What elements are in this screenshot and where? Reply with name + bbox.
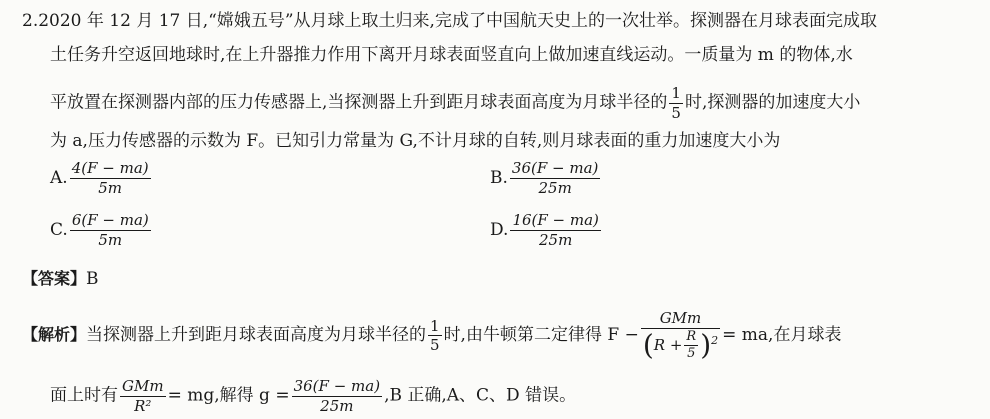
result-num: 36(F − ma) bbox=[293, 377, 381, 395]
option-a-fraction bbox=[70, 160, 151, 196]
height-fraction-num: 1 bbox=[671, 84, 681, 102]
question-line-3 bbox=[50, 85, 860, 121]
analysis-height-fraction bbox=[428, 318, 442, 354]
surface-gravity-fraction bbox=[120, 378, 166, 414]
analysis-eq-rhs: = ma,在月球表 bbox=[722, 325, 842, 346]
option-d-num: 16(F − ma) bbox=[512, 211, 599, 229]
gravity-fraction bbox=[641, 310, 720, 361]
option-b-label: B. bbox=[490, 168, 508, 188]
r-frac-num: R bbox=[684, 330, 698, 346]
r-plus-text: R + bbox=[653, 335, 683, 354]
analysis-tag: 【解析】 bbox=[22, 325, 87, 345]
r-frac-den: 5 bbox=[687, 345, 696, 361]
question-line-1: 2.2020 年 12 月 17 日,“嫦娥五号”从月球上取土归来,完成了中国航天史上的一次壮举。探测器在月球表面完成取 bbox=[22, 11, 877, 31]
question-line-4: 为 a,压力传感器的示数为 F。已知引力常量为 G,不计月球的自转,则月球表面的重力加速度大小为 bbox=[50, 131, 781, 151]
option-c-fraction bbox=[70, 212, 151, 248]
option-d-den: 25m bbox=[539, 230, 573, 249]
analysis-text-4: = mg,解得 g = bbox=[167, 385, 290, 406]
answer-value: B bbox=[86, 269, 99, 289]
option-b-fraction bbox=[510, 160, 600, 196]
surface-gravity-den: R² bbox=[134, 396, 152, 415]
analysis-line-1 bbox=[22, 310, 841, 361]
left-paren: ( bbox=[642, 327, 654, 361]
gravity-fraction-num: GMm bbox=[641, 310, 720, 329]
square-exponent: 2 bbox=[711, 333, 719, 347]
option-a-num: 4(F − ma) bbox=[71, 159, 149, 177]
option-a[interactable] bbox=[50, 160, 153, 196]
analysis-text-3: 面上时有 bbox=[50, 385, 118, 406]
right-paren: ) bbox=[700, 327, 712, 361]
option-b-num: 36(F − ma) bbox=[511, 159, 599, 177]
height-fraction bbox=[669, 85, 683, 121]
option-b[interactable] bbox=[490, 160, 602, 196]
answer-tag: 【答案】 bbox=[22, 269, 87, 288]
analysis-text-1: 当探测器上升到距月球表面高度为月球半径的 bbox=[86, 325, 427, 346]
height-fraction-den: 5 bbox=[671, 103, 681, 122]
analysis-text-2: 时,由牛顿第二定律得 F − bbox=[443, 325, 639, 346]
option-c-den: 5m bbox=[98, 230, 123, 249]
answer-line bbox=[22, 268, 99, 290]
question-line-3-text-b: 时,探测器的加速度大小 bbox=[684, 92, 861, 113]
r-over-5-fraction bbox=[684, 330, 698, 362]
gravity-fraction-den bbox=[641, 329, 720, 362]
surface-gravity-num: GMm bbox=[122, 377, 164, 395]
option-a-label: A. bbox=[50, 168, 68, 188]
option-b-den: 25m bbox=[538, 178, 572, 197]
analysis-line-2 bbox=[50, 378, 576, 414]
option-d-label: D. bbox=[490, 220, 509, 240]
question-line-3-text-a: 平放置在探测器内部的压力传感器上,当探测器上升到距月球表面高度为月球半径的 bbox=[50, 92, 668, 113]
analysis-frac1-num: 1 bbox=[430, 316, 440, 335]
option-c[interactable] bbox=[50, 212, 153, 248]
analysis-frac1-den: 5 bbox=[430, 336, 440, 355]
question-line-2: 土任务升空返回地球时,在上升器推力作用下离开月球表面竖直向上做加速直线运动。一质量为 m 的物体,水 bbox=[50, 45, 853, 65]
result-den: 25m bbox=[320, 396, 354, 415]
option-a-den: 5m bbox=[98, 178, 123, 197]
analysis-text-5: ,B 正确,A、C、D 错误。 bbox=[384, 385, 577, 406]
option-d[interactable] bbox=[490, 212, 603, 248]
option-c-label: C. bbox=[50, 220, 68, 240]
option-c-num: 6(F − ma) bbox=[71, 211, 149, 229]
result-fraction bbox=[292, 378, 382, 414]
option-d-fraction bbox=[510, 212, 600, 248]
